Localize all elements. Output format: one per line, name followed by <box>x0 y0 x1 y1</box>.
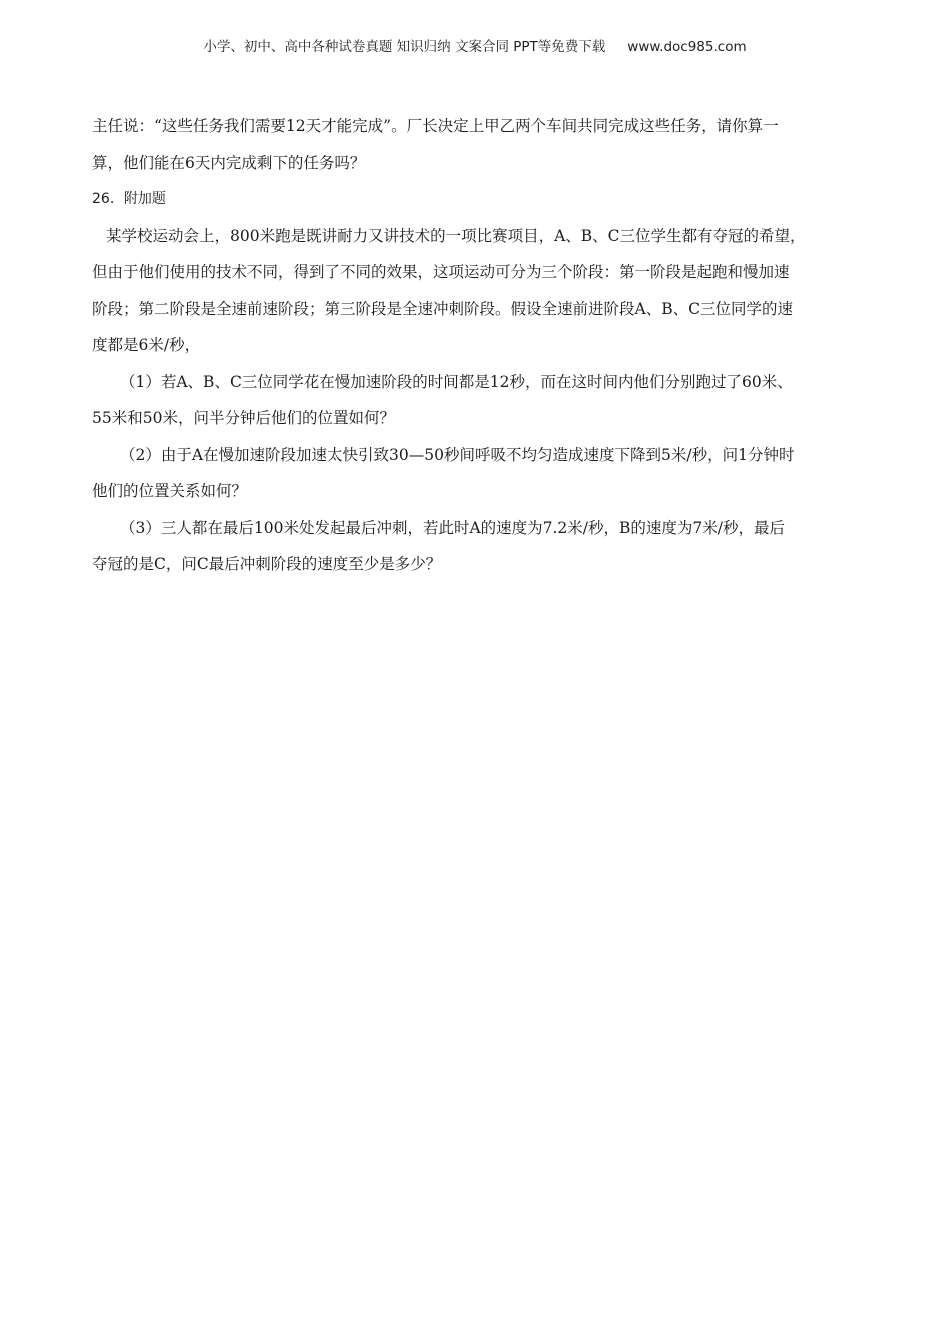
question-26-intro-line-4: 度都是6米/秒， <box>92 336 201 354</box>
question-26-intro-line-2: 但由于他们使用的技术不同，得到了不同的效果，这项运动可分为三个阶段：第一阶段是起跑和慢加速 <box>92 263 790 281</box>
question-26-part-1-line-1: （1）若A、B、C三位同学花在慢加速阶段的时间都是12秒，而在这时间内他们分别跑过了60米、 <box>120 372 793 391</box>
header-text: 小学、初中、高中各种试卷真题 知识归纳 文案合同 PPT等免费下载 <box>203 39 606 55</box>
question-26-part-3-line-1: （3）三人都在最后100米处发起最后冲刺，若此时A的速度为7.2米/秒，B的速度为7米/秒，最后 <box>120 518 785 537</box>
question-26-part-2-line-2: 他们的位置关系如何？ <box>92 482 248 500</box>
page-header <box>0 35 950 55</box>
question-26-part-3-line-2: 夺冠的是C，问C最后冲刺阶段的速度至少是多少？ <box>92 555 442 573</box>
continuation-line-2: 算，他们能在6天内完成剩下的任务吗？ <box>92 153 366 172</box>
question-26-number: 26．附加题 <box>92 191 166 207</box>
document-body <box>92 108 892 583</box>
question-26-part-2-line-1: （2）由于A在慢加速阶段加速太快引致30—50秒间呼吸不均匀造成速度下降到5米/秒，问1分钟时 <box>120 445 795 464</box>
continuation-line-1: 主任说：“这些任务我们需要12天才能完成”。厂长决定上甲乙两个车间共同完成这些任务，请你算一 <box>92 117 779 135</box>
header-site: www.doc985.com <box>627 39 747 55</box>
question-26-intro-line-1: 某学校运动会上，800米跑是既讲耐力又讲技术的一项比赛项目，A、B、C三位学生都有夺冠的希望， <box>106 226 806 245</box>
question-26-intro-line-3: 阶段；第二阶段是全速前速阶段；第三阶段是全速冲刺阶段。假设全速前进阶段A、B、C三位同学的速 <box>92 299 793 318</box>
question-26-part-1-line-2: 55米和50米，问半分钟后他们的位置如何？ <box>92 409 395 427</box>
